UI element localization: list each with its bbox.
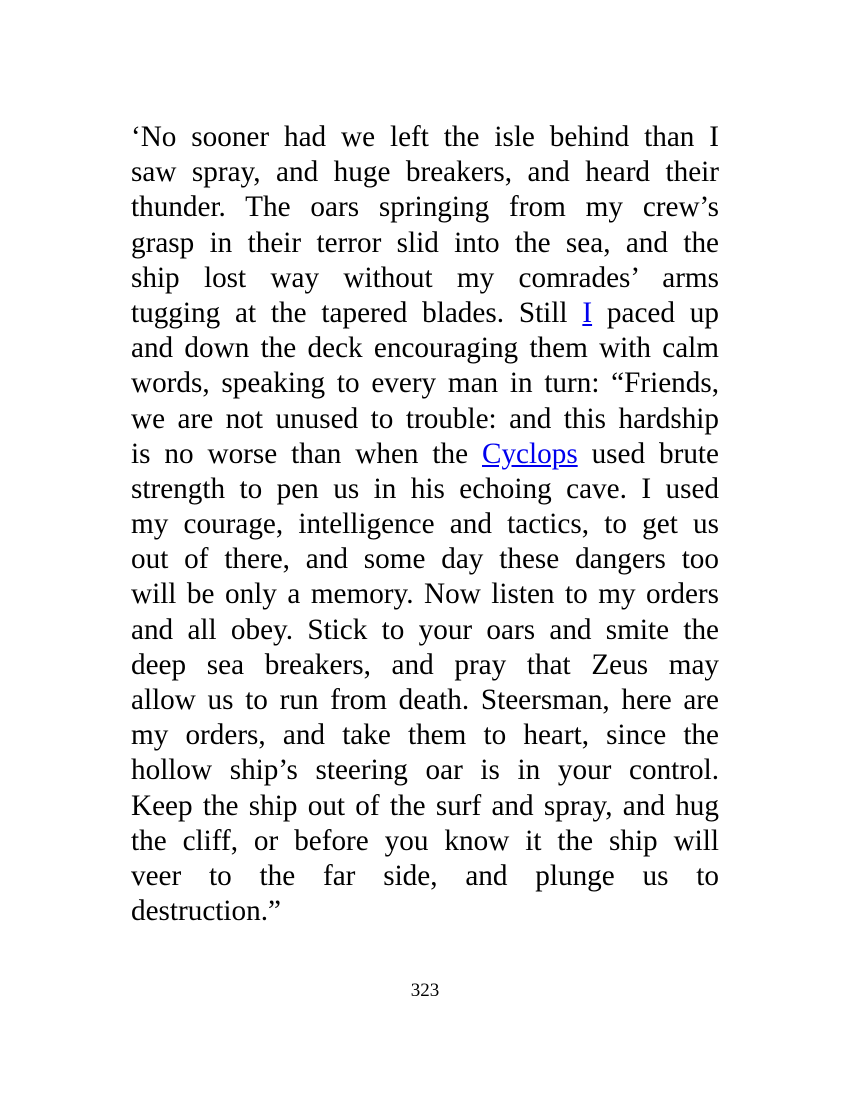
text-line: ‘No sooner had we left the isle behind than I bbox=[131, 121, 719, 153]
text-line: ship lost way without my comrades’ arms bbox=[131, 261, 719, 294]
text-line: veer to the far side, and plunge us to bbox=[131, 859, 719, 892]
text-line: we are not unused to trouble: and this hardship bbox=[131, 402, 719, 435]
text-line: strength to pen us in his echoing cave. I used bbox=[131, 472, 719, 505]
text-line: my orders, and take them to heart, since the bbox=[131, 719, 719, 752]
page-number: 323 bbox=[410, 980, 440, 1001]
text-line-last: destruction.” bbox=[131, 895, 281, 928]
line-text-after-link: paced up bbox=[592, 296, 719, 329]
text-line: deep sea breakers, and pray that Zeus may bbox=[131, 648, 719, 681]
text-line: thunder. The oars springing from my crew’s bbox=[131, 191, 719, 224]
link-cyclops[interactable]: Cyclops bbox=[482, 437, 578, 470]
line-text-before-link: tugging at the tapered blades. Still bbox=[131, 296, 583, 329]
text-line: and all obey. Stick to your oars and smite the bbox=[131, 613, 719, 646]
text-line: and down the deck encouraging them with calm bbox=[131, 332, 719, 365]
text-line-with-link bbox=[131, 296, 719, 331]
body-paragraph bbox=[131, 120, 719, 929]
text-line: the cliff, or before you know it the ship will bbox=[131, 824, 719, 857]
text-line: saw spray, and huge breakers, and heard their bbox=[131, 156, 719, 189]
line-text-before-link: is no worse than when the bbox=[131, 437, 482, 470]
text-line: will be only a memory. Now listen to my orders bbox=[131, 578, 719, 611]
text-line: Keep the ship out of the surf and spray, and hug bbox=[131, 789, 719, 822]
text-line: my courage, intelligence and tactics, to get us bbox=[131, 508, 719, 541]
text-line: grasp in their terror slid into the sea, and the bbox=[131, 226, 719, 259]
text-line: allow us to run from death. Steersman, here are bbox=[131, 684, 719, 716]
link-i[interactable]: I bbox=[582, 296, 593, 329]
line-text-after-link: used brute bbox=[577, 437, 719, 470]
text-line: words, speaking to every man in turn: “Friends, bbox=[131, 367, 719, 400]
text-line-with-link bbox=[131, 437, 719, 472]
text-line: hollow ship’s steering oar is in your control. bbox=[131, 754, 719, 787]
text-line: out of there, and some day these dangers too bbox=[131, 543, 719, 576]
